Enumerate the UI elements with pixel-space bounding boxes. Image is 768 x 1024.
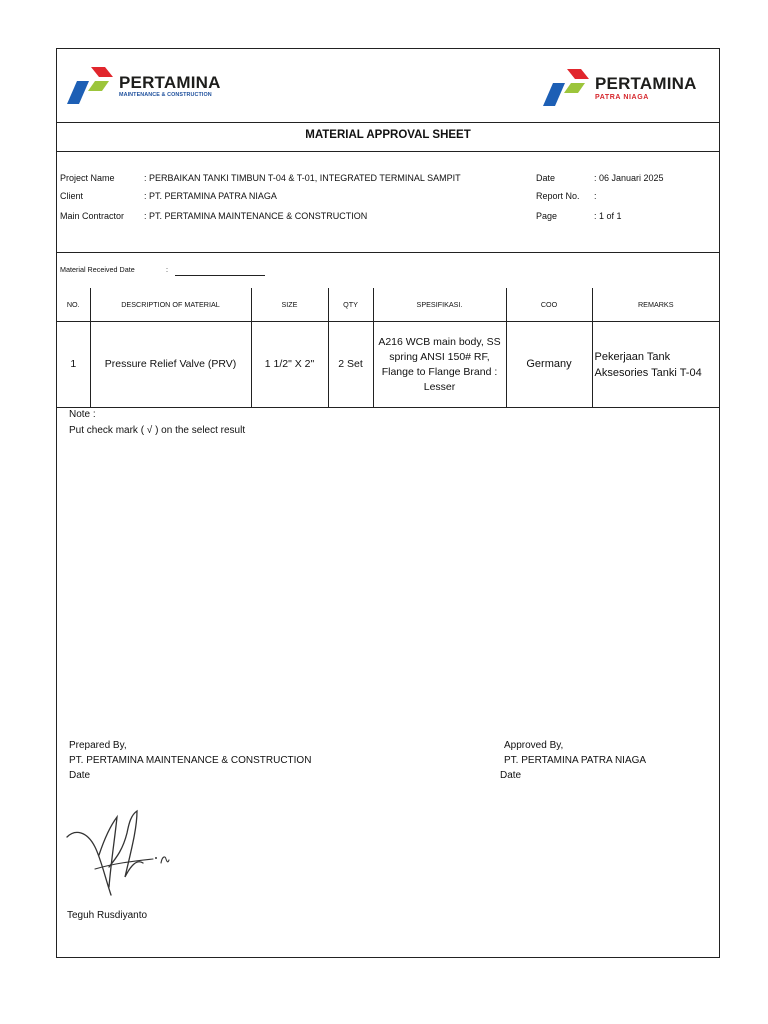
page-value: : 1 of 1 (594, 211, 622, 221)
report-value: : (594, 191, 597, 201)
divider (57, 151, 719, 152)
header-spesifikasi: SPESIFIKASI. (373, 288, 506, 322)
logo-left-sub: MAINTENANCE & CONSTRUCTION (119, 91, 212, 98)
approved-by-date: Date (500, 770, 522, 781)
date-value: : 06 Januari 2025 (594, 173, 664, 183)
prepared-by-date: Date (69, 770, 91, 781)
client-value: : PT. PERTAMINA PATRA NIAGA (144, 191, 277, 201)
header-no: NO. (57, 288, 90, 322)
received-date-label: Material Received Date (60, 265, 135, 274)
divider (57, 122, 719, 123)
cell-qty: 2 Set (328, 322, 373, 408)
page-label: Page (536, 211, 558, 221)
signer-name: Teguh Rusdiyanto (67, 910, 148, 921)
report-label: Report No. (536, 191, 580, 201)
cell-size: 1 1/2" X 2" (251, 322, 328, 408)
table-row (57, 322, 719, 408)
signature-image (65, 807, 175, 899)
material-approval-sheet (56, 48, 720, 958)
client-label: Client (60, 191, 84, 201)
cell-spec: A216 WCB main body, SS spring ANSI 150# RF, Flange to Flange Brand : Lesser (373, 322, 506, 408)
header-description: DESCRIPTION OF MATERIAL (90, 288, 251, 322)
logo-right-name: PERTAMINA (595, 74, 697, 93)
header-coo: COO (506, 288, 592, 322)
pertamina-mc-logo (65, 67, 221, 105)
header-qty: QTY (328, 288, 373, 322)
pertamina-logo-icon (541, 69, 591, 107)
prepared-by-company: PT. PERTAMINA MAINTENANCE & CONSTRUCTION (69, 755, 312, 766)
cell-description: Pressure Relief Valve (PRV) (90, 322, 251, 408)
pertamina-logo-icon (65, 67, 115, 105)
received-date-colon: : (166, 265, 168, 274)
logo-left-name: PERTAMINA (119, 72, 221, 92)
project-label: Project Name (60, 173, 115, 183)
project-value: : PERBAIKAN TANKI TIMBUN T-04 & T-01, INTEGRATED TERMINAL SAMPIT (144, 173, 461, 183)
table-header-row (57, 288, 719, 322)
note-text: Put check mark ( √ ) on the select result (69, 425, 246, 436)
pertamina-pn-logo (541, 69, 697, 107)
note-label: Note : (69, 409, 96, 420)
cell-no: 1 (57, 322, 90, 408)
contractor-label: Main Contractor (60, 211, 125, 221)
cell-coo: Germany (506, 322, 592, 408)
contractor-value: : PT. PERTAMINA MAINTENANCE & CONSTRUCTION (144, 211, 368, 221)
cell-remarks: Pekerjaan Tank Aksesories Tanki T-04 (592, 322, 719, 408)
material-table (57, 288, 719, 408)
prepared-by-label: Prepared By, (69, 740, 127, 751)
page-title: MATERIAL APPROVAL SHEET (305, 129, 471, 141)
header-size: SIZE (251, 288, 328, 322)
logo-right-sub: PATRA NIAGA (595, 94, 649, 101)
received-date-field[interactable] (175, 275, 265, 276)
approved-by-company: PT. PERTAMINA PATRA NIAGA (504, 755, 647, 766)
approved-by-label: Approved By, (504, 740, 564, 751)
divider (57, 252, 719, 253)
header-remarks: REMARKS (592, 288, 719, 322)
date-label: Date (536, 173, 556, 183)
